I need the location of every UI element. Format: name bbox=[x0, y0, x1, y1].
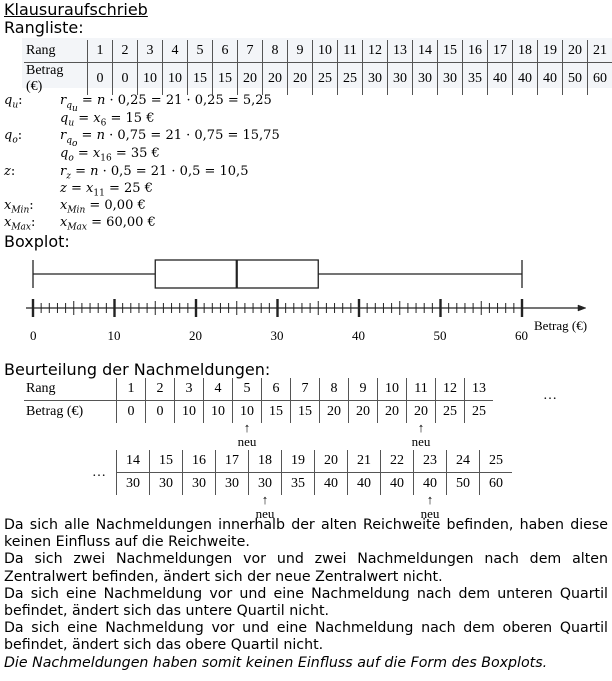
table-cell: 60 bbox=[588, 63, 612, 96]
boxplot-heading: Boxplot: bbox=[4, 232, 70, 251]
new-marker-label: neu bbox=[255, 506, 275, 521]
table-cell: 9 bbox=[349, 378, 378, 401]
table-cell: 13 bbox=[465, 378, 494, 401]
table-cell: 9 bbox=[288, 40, 313, 63]
table-cell: 15 bbox=[438, 40, 463, 63]
table-cell: 10 bbox=[204, 401, 233, 424]
table-cell: 5 bbox=[188, 40, 213, 63]
rangliste-table bbox=[24, 40, 612, 95]
table-cell: 40 bbox=[315, 473, 348, 496]
table-cell: 20 bbox=[263, 63, 288, 96]
table-cell: 15 bbox=[150, 450, 183, 473]
table-cell: 15 bbox=[291, 401, 320, 424]
row-label-rang: Rang bbox=[24, 40, 88, 63]
tick-label: 0 bbox=[30, 328, 37, 343]
formula-xmax-label: $x_{Max}$: bbox=[4, 215, 36, 233]
table-cell: 30 bbox=[216, 473, 249, 496]
tick-label: 60 bbox=[515, 328, 528, 343]
formula-xmax-line1: $x_{Max} = 60,00$ € bbox=[60, 215, 156, 233]
arrow-up-icon: ↑ bbox=[243, 420, 251, 435]
arrow-up-icon: ↑ bbox=[426, 492, 434, 507]
table-cell: 40 bbox=[513, 63, 538, 96]
table-cell: 25 bbox=[313, 63, 338, 96]
formula-qo-line1: $r_{q_o} = n \cdot 0,75 = 21 \cdot 0,75 = 15,75$ bbox=[60, 128, 280, 149]
table-cell: 14 bbox=[117, 450, 150, 473]
new-marker-label: neu bbox=[411, 434, 431, 449]
page-title: Klausuraufschrieb bbox=[4, 0, 148, 19]
rangliste-table-bg bbox=[22, 38, 612, 94]
table-cell: 25 bbox=[465, 401, 494, 424]
table-cell: 23 bbox=[414, 450, 447, 473]
ellipsis-right: … bbox=[543, 388, 557, 403]
new-marker-label: neu bbox=[237, 434, 257, 449]
table-cell: 19 bbox=[282, 450, 315, 473]
table-cell: 2 bbox=[113, 40, 138, 63]
table-cell: 17 bbox=[216, 450, 249, 473]
table-cell: 8 bbox=[263, 40, 288, 63]
tick-label: 20 bbox=[189, 328, 202, 343]
row-label-betrag: Betrag (€) bbox=[26, 404, 84, 419]
table-cell: 30 bbox=[117, 473, 150, 496]
new-marker-label: neu bbox=[420, 506, 440, 521]
nachmeldungen-table-1 bbox=[24, 378, 493, 423]
table-cell: 10 bbox=[313, 40, 338, 63]
table-cell: 16 bbox=[183, 450, 216, 473]
table-cell: 6 bbox=[262, 378, 291, 401]
table-cell: 5 bbox=[233, 378, 262, 401]
table-cell: 30 bbox=[388, 63, 413, 96]
table-cell: 4 bbox=[204, 378, 233, 401]
table-cell: 14 bbox=[413, 40, 438, 63]
formula-z-label: z: bbox=[4, 164, 16, 179]
table-cell: 40 bbox=[488, 63, 513, 96]
conclusion-text bbox=[4, 517, 608, 672]
table-cell: 18 bbox=[249, 450, 282, 473]
table-cell: 21 bbox=[348, 450, 381, 473]
formula-xmin-line1: $x_{Min} = 0,00$ € bbox=[60, 198, 146, 216]
table-cell: 0 bbox=[88, 63, 113, 96]
tick-label: 10 bbox=[107, 328, 121, 343]
formula-qo-label: $q_o$: bbox=[4, 128, 23, 146]
table-cell: 12 bbox=[363, 40, 388, 63]
table-cell: 2 bbox=[146, 378, 175, 401]
table-cell: 7 bbox=[291, 378, 320, 401]
table-cell: 8 bbox=[320, 378, 349, 401]
table-cell: 4 bbox=[163, 40, 188, 63]
table-cell: 19 bbox=[538, 40, 563, 63]
arrow-up-icon: ↑ bbox=[261, 492, 269, 507]
table-cell: 40 bbox=[538, 63, 563, 96]
table-cell: 30 bbox=[363, 63, 388, 96]
rangliste-heading: Rangliste: bbox=[4, 18, 84, 37]
table-cell: 24 bbox=[447, 450, 480, 473]
table-cell: 35 bbox=[282, 473, 315, 496]
row-label-betrag: Betrag (€) bbox=[26, 63, 64, 94]
table-cell: 17 bbox=[488, 40, 513, 63]
table-cell: 40 bbox=[348, 473, 381, 496]
formula-qu-line1: $r_{q_u} = n \cdot 0,25 = 21 \cdot 0,25 = 5,25$ bbox=[60, 93, 272, 114]
table-cell: 11 bbox=[407, 378, 436, 401]
table-cell: 25 bbox=[338, 63, 363, 96]
table-cell: 10 bbox=[175, 401, 204, 424]
table-cell: 30 bbox=[413, 63, 438, 96]
table-cell: 35 bbox=[463, 63, 488, 96]
tick-label: 40 bbox=[352, 328, 365, 343]
table-cell: 25 bbox=[480, 450, 513, 473]
table-cell: 7 bbox=[238, 40, 263, 63]
tick-label: 50 bbox=[433, 328, 447, 343]
conclusion-unteres-quartil: Da sich eine Nachmeldung vor und eine Nachmeldung nach dem unteren Quartil befindet, ändert sich das untere Quartil nicht. bbox=[4, 585, 608, 620]
table-cell: 60 bbox=[480, 473, 513, 496]
row-label-rang: Rang bbox=[24, 378, 117, 401]
formula-xmin-label: $x_{Min}$: bbox=[4, 198, 34, 216]
table-cell: 11 bbox=[338, 40, 363, 63]
table-cell: 3 bbox=[138, 40, 163, 63]
table-cell: 25 bbox=[436, 401, 465, 424]
table-cell: 10 bbox=[378, 378, 407, 401]
table-cell: 3 bbox=[175, 378, 204, 401]
table-cell: 15 bbox=[188, 63, 213, 96]
table-cell: 22 bbox=[381, 450, 414, 473]
table-cell: 10 bbox=[138, 63, 163, 96]
table-cell: 13 bbox=[388, 40, 413, 63]
table-cell: 20 bbox=[349, 401, 378, 424]
table-cell: 20 bbox=[320, 401, 349, 424]
nachmeldungen-heading: Beurteilung der Nachmeldungen: bbox=[4, 360, 271, 379]
table-cell: 50 bbox=[563, 63, 588, 96]
table-cell: 16 bbox=[463, 40, 488, 63]
tick-label: 30 bbox=[270, 328, 284, 343]
table-cell: 10 bbox=[233, 401, 262, 424]
table-cell: 18 bbox=[513, 40, 538, 63]
arrow-up-icon: ↑ bbox=[417, 420, 425, 435]
table-cell: 40 bbox=[414, 473, 447, 496]
formula-z-line1: $r_z = n \cdot 0,5 = 21 \cdot 0,5 = 10,5$ bbox=[60, 164, 249, 182]
table-cell: 30 bbox=[183, 473, 216, 496]
conclusion-zentralwert: Da sich zwei Nachmeldungen vor und zwei Nachmeldungen nach dem alten Zentralwert befinden, ändert sich der neue Zentralwert nicht. bbox=[4, 551, 608, 585]
table-cell: 20 bbox=[238, 63, 263, 96]
table-cell: 20 bbox=[407, 401, 436, 424]
table-cell: 10 bbox=[163, 63, 188, 96]
table-cell: 15 bbox=[262, 401, 291, 424]
table-cell: 6 bbox=[213, 40, 238, 63]
axis-label: Betrag (€) bbox=[534, 318, 588, 333]
table-cell: 1 bbox=[117, 378, 146, 401]
table-cell: 20 bbox=[378, 401, 407, 424]
table-cell: 0 bbox=[113, 63, 138, 96]
formula-z-line2: $z = x_{11} = 25$ € bbox=[60, 181, 153, 199]
formula-qu-label: $q_u$: bbox=[4, 93, 23, 111]
conclusion-reichweite: Da sich alle Nachmeldungen innerhalb der alten Reichweite befinden, haben diese keinen Einfluss auf die Reichweite. bbox=[4, 517, 608, 551]
conclusion-oberes-quartil: Da sich eine Nachmeldung vor und eine Nachmeldung nach dem oberen Quartil befindet, ändert sich das obere Quartil nicht. bbox=[4, 620, 608, 654]
nachmeldungen-table-2 bbox=[116, 450, 512, 495]
conclusion-summary: Die Nachmeldungen haben somit keinen Einfluss auf die Form des Boxplots. bbox=[4, 654, 548, 671]
table-cell: 20 bbox=[563, 40, 588, 63]
table-cell: 40 bbox=[381, 473, 414, 496]
table-cell: 12 bbox=[436, 378, 465, 401]
table-cell: 30 bbox=[249, 473, 282, 496]
axis-arrow-icon bbox=[578, 305, 586, 311]
formula-qu-line2: $q_u = x_6 = 15$ € bbox=[60, 111, 155, 129]
formula-qo-line2: $q_o = x_{16} = 35$ € bbox=[60, 146, 160, 164]
table-cell: 30 bbox=[438, 63, 463, 96]
table-cell: 30 bbox=[150, 473, 183, 496]
table-cell: 0 bbox=[117, 401, 146, 424]
table-cell: 0 bbox=[146, 401, 175, 424]
table-cell: 20 bbox=[315, 450, 348, 473]
table-cell: 1 bbox=[88, 40, 113, 63]
table-cell: 20 bbox=[288, 63, 313, 96]
table-cell: 15 bbox=[213, 63, 238, 96]
table-cell: 50 bbox=[447, 473, 480, 496]
ellipsis-left: … bbox=[92, 465, 106, 480]
table-cell: 21 bbox=[588, 40, 612, 63]
